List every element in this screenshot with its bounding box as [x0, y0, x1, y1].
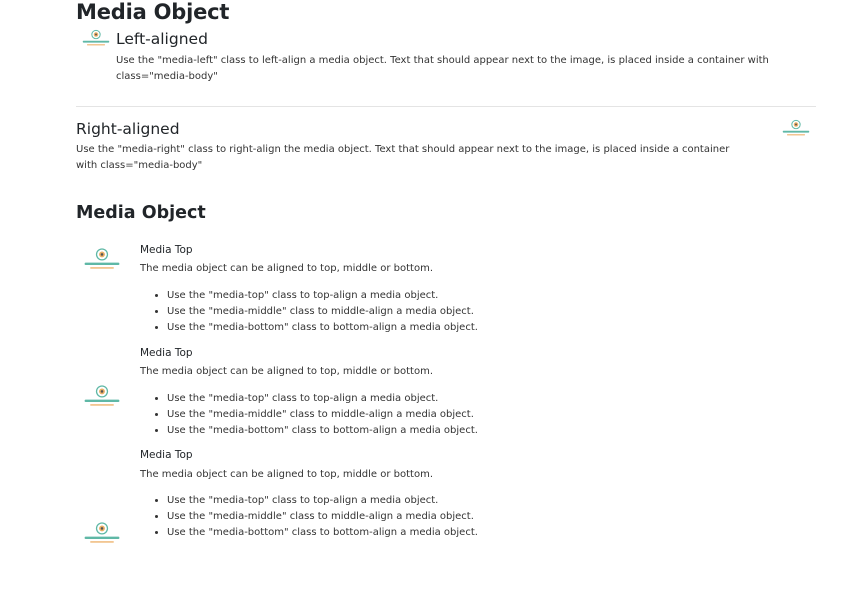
- media-item-list: [140, 288, 478, 336]
- page-title: Media Object: [76, 0, 230, 24]
- right-aligned-text: Use the "media-right" class to right-align the media object. Text that should appear next to the image, is placed inside a container with class="media-body": [76, 144, 730, 171]
- list-item: • Use the "media-middle" class to middle-align a media object.: [167, 304, 478, 320]
- divider: [76, 106, 816, 107]
- logo-image-icon: [81, 520, 123, 546]
- right-aligned-heading: Right-aligned: [76, 120, 180, 138]
- media-item-title: Media Top: [140, 347, 193, 359]
- list-item: • Use the "media-middle" class to middle-align a media object.: [167, 509, 478, 525]
- media-item-text: The media object can be aligned to top, middle or bottom.: [140, 263, 434, 274]
- media-item-title: Media Top: [140, 449, 193, 461]
- media-item-title: Media Top: [140, 244, 193, 256]
- list-item: • Use the "media-bottom" class to bottom-align a media object.: [167, 525, 478, 541]
- left-aligned-text: Use the "media-left" class to left-align a media object. Text that should appear next to the image, is placed inside a container with class="media-body": [116, 55, 769, 82]
- logo-image-icon: [81, 383, 123, 409]
- section-title: Media Object: [76, 203, 206, 223]
- left-aligned-heading: Left-aligned: [116, 30, 208, 48]
- list-item: • Use the "media-bottom" class to bottom-align a media object.: [167, 320, 478, 336]
- logo-image-icon: [81, 246, 123, 272]
- list-item: • Use the "media-top" class to top-align a media object.: [167, 288, 478, 304]
- list-item: • Use the "media-top" class to top-align a media object.: [167, 493, 478, 509]
- media-item-list: [140, 493, 478, 541]
- logo-image-icon: [780, 118, 812, 138]
- list-item: • Use the "media-bottom" class to bottom-align a media object.: [167, 423, 478, 439]
- media-item-text: The media object can be aligned to top, middle or bottom.: [140, 469, 434, 480]
- media-item-text: The media object can be aligned to top, middle or bottom.: [140, 366, 434, 377]
- list-item: • Use the "media-top" class to top-align a media object.: [167, 391, 478, 407]
- media-item-list: [140, 391, 478, 439]
- list-item: • Use the "media-middle" class to middle-align a media object.: [167, 407, 478, 423]
- logo-image-icon: [80, 28, 112, 48]
